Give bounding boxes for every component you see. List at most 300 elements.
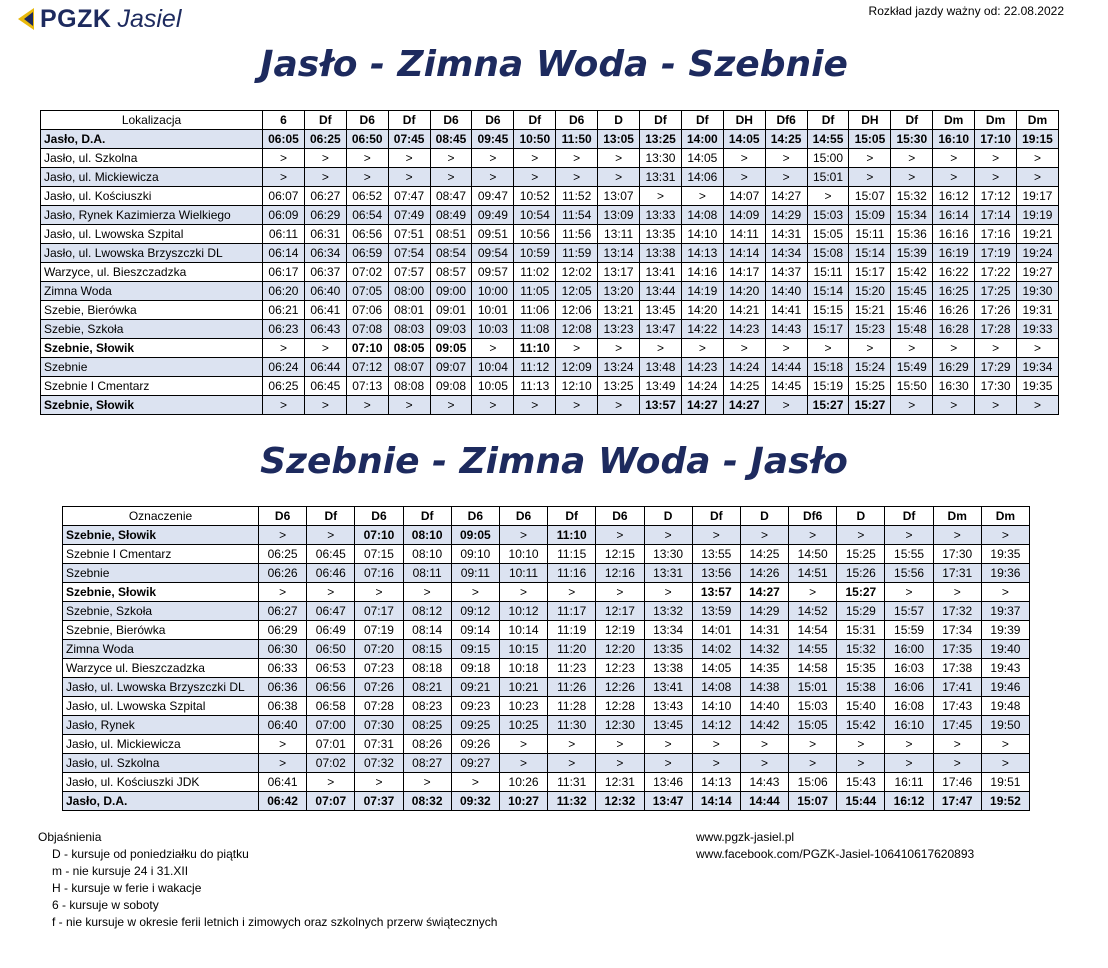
departure-time: 15:07 <box>789 792 837 811</box>
table-row <box>63 735 1030 754</box>
stop-name: Jasło, ul. Szkolna <box>63 754 259 773</box>
departure-time: 09:15 <box>451 640 499 659</box>
column-code: Dm <box>933 111 975 130</box>
departure-time: 16:10 <box>933 130 975 149</box>
departure-time: > <box>981 735 1029 754</box>
departure-time: 07:23 <box>355 659 403 678</box>
column-code: Df <box>548 507 596 526</box>
stop-name: Szebnie, Słowik <box>63 583 259 602</box>
contact-links <box>696 829 974 863</box>
departure-time: 15:50 <box>891 377 933 396</box>
departure-time: 15:42 <box>891 263 933 282</box>
legend-item: f - nie kursuje w okresie ferii letnich i zimowych oraz szkolnych przerw świątecznych <box>52 915 498 929</box>
departure-time: 17:12 <box>975 187 1017 206</box>
departure-time: 14:05 <box>681 149 723 168</box>
departure-time: > <box>514 396 556 415</box>
departure-time: 07:17 <box>355 602 403 621</box>
column-code: D6 <box>596 507 644 526</box>
departure-time: 15:03 <box>807 206 849 225</box>
departure-time: 14:40 <box>740 697 788 716</box>
departure-time: 14:19 <box>681 282 723 301</box>
departure-time: 08:21 <box>403 678 451 697</box>
stop-name: Warzyce, ul. Bieszczadzka <box>41 263 263 282</box>
departure-time: 07:02 <box>346 263 388 282</box>
timetable-return <box>62 506 1030 811</box>
departure-time: 08:32 <box>403 792 451 811</box>
departure-time: 14:09 <box>723 206 765 225</box>
departure-time: > <box>933 168 975 187</box>
departure-time: 15:49 <box>891 358 933 377</box>
departure-time: 12:30 <box>596 716 644 735</box>
column-code: Df <box>640 111 682 130</box>
departure-time: 08:26 <box>403 735 451 754</box>
departure-time: 19:15 <box>1017 130 1059 149</box>
departure-time: 19:31 <box>1017 301 1059 320</box>
departure-time: > <box>259 526 307 545</box>
departure-time: 09:14 <box>451 621 499 640</box>
stop-name: Szebnie I Cmentarz <box>41 377 263 396</box>
table-row <box>41 149 1059 168</box>
departure-time: 11:12 <box>514 358 556 377</box>
departure-time: 12:16 <box>596 564 644 583</box>
departure-time: 13:14 <box>598 244 640 263</box>
departure-time: > <box>837 754 885 773</box>
departure-time: 17:16 <box>975 225 1017 244</box>
departure-time: 15:27 <box>849 396 891 415</box>
legend-item: 6 - kursuje w soboty <box>52 898 159 912</box>
departure-time: 15:19 <box>807 377 849 396</box>
departure-time: 15:35 <box>837 659 885 678</box>
departure-time: 12:31 <box>596 773 644 792</box>
departure-time: > <box>598 168 640 187</box>
departure-time: 07:15 <box>355 545 403 564</box>
departure-time: 14:38 <box>740 678 788 697</box>
departure-time: 15:21 <box>849 301 891 320</box>
departure-time: 15:17 <box>807 320 849 339</box>
departure-time: 13:49 <box>640 377 682 396</box>
departure-time: 08:51 <box>430 225 472 244</box>
departure-time: 06:53 <box>307 659 355 678</box>
departure-time: 15:43 <box>837 773 885 792</box>
departure-time: > <box>807 187 849 206</box>
header-label: Lokalizacja <box>41 111 263 130</box>
departure-time: 13:31 <box>640 168 682 187</box>
legend-item: m - nie kursuje 24 i 31.XII <box>52 864 189 878</box>
legend-item: D - kursuje od poniedziałku do piątku <box>52 847 249 861</box>
departure-time: 13:57 <box>640 396 682 415</box>
departure-time: 13:23 <box>598 320 640 339</box>
departure-time: > <box>548 583 596 602</box>
departure-time: > <box>891 149 933 168</box>
table-row <box>63 621 1030 640</box>
departure-time: 14:37 <box>765 263 807 282</box>
departure-time: 14:27 <box>740 583 788 602</box>
departure-time: 12:08 <box>556 320 598 339</box>
table-row <box>41 225 1059 244</box>
departure-time: 11:06 <box>514 301 556 320</box>
table-row <box>41 320 1059 339</box>
departure-time: 15:36 <box>891 225 933 244</box>
legend-title: Objaśnienia <box>38 830 102 844</box>
departure-time: 17:19 <box>975 244 1017 263</box>
departure-time: 14:11 <box>723 225 765 244</box>
departure-time: 13:59 <box>692 602 740 621</box>
departure-time: 15:25 <box>849 377 891 396</box>
column-code: D6 <box>556 111 598 130</box>
departure-time: > <box>388 168 430 187</box>
departure-time: 09:05 <box>430 339 472 358</box>
departure-time: 15:32 <box>837 640 885 659</box>
departure-time: 07:19 <box>355 621 403 640</box>
departure-time: 19:27 <box>1017 263 1059 282</box>
departure-time: > <box>644 754 692 773</box>
departure-time: 15:45 <box>891 282 933 301</box>
departure-time: 13:41 <box>644 678 692 697</box>
table-row <box>41 206 1059 225</box>
departure-time: 06:23 <box>263 320 305 339</box>
departure-time: 14:22 <box>681 320 723 339</box>
departure-time: 11:17 <box>548 602 596 621</box>
departure-time: 09:32 <box>451 792 499 811</box>
stop-name: Jasło, ul. Mickiewicza <box>63 735 259 754</box>
departure-time: 06:27 <box>259 602 307 621</box>
departure-time: 15:27 <box>807 396 849 415</box>
stop-name: Jasło, ul. Mickiewicza <box>41 168 263 187</box>
departure-time: 14:29 <box>765 206 807 225</box>
departure-time: 06:59 <box>346 244 388 263</box>
column-code: Df <box>692 507 740 526</box>
column-code: D6 <box>355 507 403 526</box>
departure-time: 06:58 <box>307 697 355 716</box>
departure-time: 07:28 <box>355 697 403 716</box>
departure-time: 17:38 <box>933 659 981 678</box>
departure-time: > <box>355 583 403 602</box>
departure-time: 17:28 <box>975 320 1017 339</box>
company-logo <box>18 4 181 34</box>
departure-time: 06:14 <box>263 244 305 263</box>
departure-time: 19:46 <box>981 678 1029 697</box>
departure-time: 17:31 <box>933 564 981 583</box>
stop-name: Jasło, ul. Lwowska Szpital <box>41 225 263 244</box>
departure-time: 13:25 <box>640 130 682 149</box>
facebook-link[interactable]: www.facebook.com/PGZK-Jasiel-106410617620893 <box>696 847 975 861</box>
departure-time: > <box>1017 396 1059 415</box>
website-link[interactable]: www.pgzk-jasiel.pl <box>696 830 795 844</box>
departure-time: 10:03 <box>472 320 514 339</box>
departure-time: > <box>304 396 346 415</box>
departure-time: 12:23 <box>596 659 644 678</box>
header-row <box>63 507 1030 526</box>
departure-time: > <box>1017 149 1059 168</box>
departure-time: 08:01 <box>388 301 430 320</box>
departure-time: 07:06 <box>346 301 388 320</box>
departure-time: 11:08 <box>514 320 556 339</box>
departure-time: > <box>259 754 307 773</box>
departure-time: 13:45 <box>640 301 682 320</box>
departure-time: 15:05 <box>807 225 849 244</box>
departure-time: > <box>789 735 837 754</box>
departure-time: 07:57 <box>388 263 430 282</box>
departure-time: 06:36 <box>259 678 307 697</box>
departure-time: > <box>596 526 644 545</box>
table-row <box>41 282 1059 301</box>
departure-time: 19:30 <box>1017 282 1059 301</box>
departure-time: 08:10 <box>403 545 451 564</box>
departure-time: 13:30 <box>640 149 682 168</box>
departure-time: 09:11 <box>451 564 499 583</box>
column-code: Dm <box>933 507 981 526</box>
departure-time: 13:09 <box>598 206 640 225</box>
column-code: Df <box>307 507 355 526</box>
departure-time: 08:00 <box>388 282 430 301</box>
departure-time: 12:32 <box>596 792 644 811</box>
departure-time: > <box>388 149 430 168</box>
departure-time: 06:50 <box>307 640 355 659</box>
stop-name: Szebnie, Słowik <box>63 526 259 545</box>
departure-time: 14:25 <box>740 545 788 564</box>
departure-time: 14:14 <box>723 244 765 263</box>
departure-time: 16:26 <box>933 301 975 320</box>
departure-time: 09:57 <box>472 263 514 282</box>
departure-time: > <box>975 396 1017 415</box>
stop-name: Szebnie, Bierówka <box>63 621 259 640</box>
departure-time: 09:00 <box>430 282 472 301</box>
departure-time: > <box>885 754 933 773</box>
departure-time: 15:32 <box>891 187 933 206</box>
departure-time: > <box>933 526 981 545</box>
departure-time: 16:12 <box>885 792 933 811</box>
table-row <box>41 187 1059 206</box>
departure-time: 19:50 <box>981 716 1029 735</box>
stop-name: Szebnie, Słowik <box>41 396 263 415</box>
departure-time: 15:27 <box>837 583 885 602</box>
departure-time: 06:37 <box>304 263 346 282</box>
column-code: D <box>740 507 788 526</box>
departure-time: 15:57 <box>885 602 933 621</box>
departure-time: 10:15 <box>499 640 547 659</box>
departure-time: 06:41 <box>259 773 307 792</box>
departure-time: 16:25 <box>933 282 975 301</box>
departure-time: 13:11 <box>598 225 640 244</box>
departure-time: 09:51 <box>472 225 514 244</box>
departure-time: 10:21 <box>499 678 547 697</box>
departure-time: 19:43 <box>981 659 1029 678</box>
departure-time: > <box>885 526 933 545</box>
departure-time: 19:33 <box>1017 320 1059 339</box>
departure-time: 13:45 <box>644 716 692 735</box>
departure-time: 06:17 <box>263 263 305 282</box>
departure-time: > <box>1017 339 1059 358</box>
departure-time: 06:46 <box>307 564 355 583</box>
departure-time: 19:40 <box>981 640 1029 659</box>
departure-time: 19:19 <box>1017 206 1059 225</box>
departure-time: 11:59 <box>556 244 598 263</box>
departure-time: 16:14 <box>933 206 975 225</box>
departure-time: 06:29 <box>304 206 346 225</box>
departure-time: 13:07 <box>598 187 640 206</box>
departure-time: 07:30 <box>355 716 403 735</box>
departure-time: > <box>692 526 740 545</box>
departure-time: 15:39 <box>891 244 933 263</box>
departure-time: 10:05 <box>472 377 514 396</box>
departure-time: 19:51 <box>981 773 1029 792</box>
departure-time: 06:24 <box>263 358 305 377</box>
departure-time: 13:38 <box>644 659 692 678</box>
departure-time: 15:05 <box>849 130 891 149</box>
table-row <box>41 130 1059 149</box>
departure-time: 14:13 <box>681 244 723 263</box>
table-row <box>63 754 1030 773</box>
departure-time: 16:10 <box>885 716 933 735</box>
departure-time: 13:05 <box>598 130 640 149</box>
departure-time: > <box>472 149 514 168</box>
table-row <box>41 339 1059 358</box>
departure-time: > <box>556 339 598 358</box>
stop-name: Jasło, Rynek Kazimierza Wielkiego <box>41 206 263 225</box>
departure-time: 07:47 <box>388 187 430 206</box>
departure-time: 14:24 <box>723 358 765 377</box>
departure-time: 14:20 <box>681 301 723 320</box>
departure-time: 10:01 <box>472 301 514 320</box>
departure-time: > <box>765 339 807 358</box>
departure-time: 08:45 <box>430 130 472 149</box>
departure-time: 08:03 <box>388 320 430 339</box>
departure-time: 13:35 <box>640 225 682 244</box>
departure-time: > <box>975 339 1017 358</box>
departure-time: > <box>430 396 472 415</box>
departure-time: > <box>307 583 355 602</box>
departure-time: > <box>975 168 1017 187</box>
table-row <box>41 396 1059 415</box>
departure-time: 14:42 <box>740 716 788 735</box>
departure-time: > <box>430 149 472 168</box>
departure-time: 10:11 <box>499 564 547 583</box>
table-row <box>63 697 1030 716</box>
departure-time: 16:08 <box>885 697 933 716</box>
departure-time: 12:02 <box>556 263 598 282</box>
table-row <box>63 792 1030 811</box>
departure-time: 10:18 <box>499 659 547 678</box>
departure-time: 09:25 <box>451 716 499 735</box>
departure-time: > <box>304 168 346 187</box>
stop-name: Jasło, ul. Kościuszki JDK <box>63 773 259 792</box>
departure-time: 08:14 <box>403 621 451 640</box>
departure-time: 10:26 <box>499 773 547 792</box>
departure-time: > <box>765 396 807 415</box>
departure-time: 09:47 <box>472 187 514 206</box>
departure-time: 07:54 <box>388 244 430 263</box>
departure-time: 16:11 <box>885 773 933 792</box>
table-row <box>41 358 1059 377</box>
departure-time: 07:16 <box>355 564 403 583</box>
departure-time: 07:31 <box>355 735 403 754</box>
departure-time: 15:18 <box>807 358 849 377</box>
departure-time: > <box>740 526 788 545</box>
departure-time: 14:34 <box>765 244 807 263</box>
departure-time: 15:09 <box>849 206 891 225</box>
departure-time: 13:25 <box>598 377 640 396</box>
table-row <box>41 263 1059 282</box>
departure-time: > <box>789 754 837 773</box>
departure-time: > <box>681 339 723 358</box>
departure-time: > <box>556 149 598 168</box>
departure-time: 15:38 <box>837 678 885 697</box>
departure-time: 07:02 <box>307 754 355 773</box>
departure-time: > <box>644 583 692 602</box>
column-code: D6 <box>472 111 514 130</box>
departure-time: > <box>837 526 885 545</box>
departure-time: 06:34 <box>304 244 346 263</box>
departure-time: 14:01 <box>692 621 740 640</box>
departure-time: 08:49 <box>430 206 472 225</box>
departure-time: 17:47 <box>933 792 981 811</box>
departure-time: > <box>403 773 451 792</box>
departure-time: 17:26 <box>975 301 1017 320</box>
departure-time: > <box>692 735 740 754</box>
departure-time: 14:31 <box>740 621 788 640</box>
departure-time: 10:27 <box>499 792 547 811</box>
departure-time: 14:17 <box>723 263 765 282</box>
departure-time: > <box>891 168 933 187</box>
departure-time: 08:27 <box>403 754 451 773</box>
departure-time: 08:07 <box>388 358 430 377</box>
departure-time: 06:42 <box>259 792 307 811</box>
departure-time: 13:47 <box>640 320 682 339</box>
departure-time: 07:00 <box>307 716 355 735</box>
table-row <box>63 583 1030 602</box>
departure-time: 11:05 <box>514 282 556 301</box>
stop-name: Warzyce ul. Bieszczadzka <box>63 659 259 678</box>
departure-time: 10:50 <box>514 130 556 149</box>
departure-time: 07:49 <box>388 206 430 225</box>
departure-time: 19:21 <box>1017 225 1059 244</box>
departure-time: > <box>263 339 305 358</box>
departure-time: > <box>596 735 644 754</box>
departure-time: > <box>499 735 547 754</box>
departure-time: 14:10 <box>681 225 723 244</box>
departure-time: 15:14 <box>807 282 849 301</box>
departure-time: 11:30 <box>548 716 596 735</box>
stop-name: Jasło, ul. Lwowska Szpital <box>63 697 259 716</box>
departure-time: 14:25 <box>723 377 765 396</box>
departure-time: 13:21 <box>598 301 640 320</box>
departure-time: 10:56 <box>514 225 556 244</box>
logo-text-strong: PGZK <box>40 4 112 33</box>
logo-arrow-icon <box>18 8 34 30</box>
departure-time: 16:19 <box>933 244 975 263</box>
departure-time: 19:36 <box>981 564 1029 583</box>
departure-time: > <box>837 735 885 754</box>
departure-time: 17:35 <box>933 640 981 659</box>
departure-time: 06:29 <box>259 621 307 640</box>
departure-time: > <box>933 754 981 773</box>
stop-name: Jasło, D.A. <box>41 130 263 149</box>
departure-time: > <box>849 339 891 358</box>
departure-time: 17:45 <box>933 716 981 735</box>
departure-time: 12:19 <box>596 621 644 640</box>
departure-time: 15:11 <box>849 225 891 244</box>
departure-time: 11:31 <box>548 773 596 792</box>
departure-time: > <box>807 339 849 358</box>
departure-time: > <box>596 754 644 773</box>
departure-time: 17:25 <box>975 282 1017 301</box>
departure-time: 06:38 <box>259 697 307 716</box>
table-row <box>63 602 1030 621</box>
departure-time: 13:48 <box>640 358 682 377</box>
departure-time: 06:21 <box>263 301 305 320</box>
departure-time: 06:25 <box>304 130 346 149</box>
departure-time: 15:07 <box>849 187 891 206</box>
